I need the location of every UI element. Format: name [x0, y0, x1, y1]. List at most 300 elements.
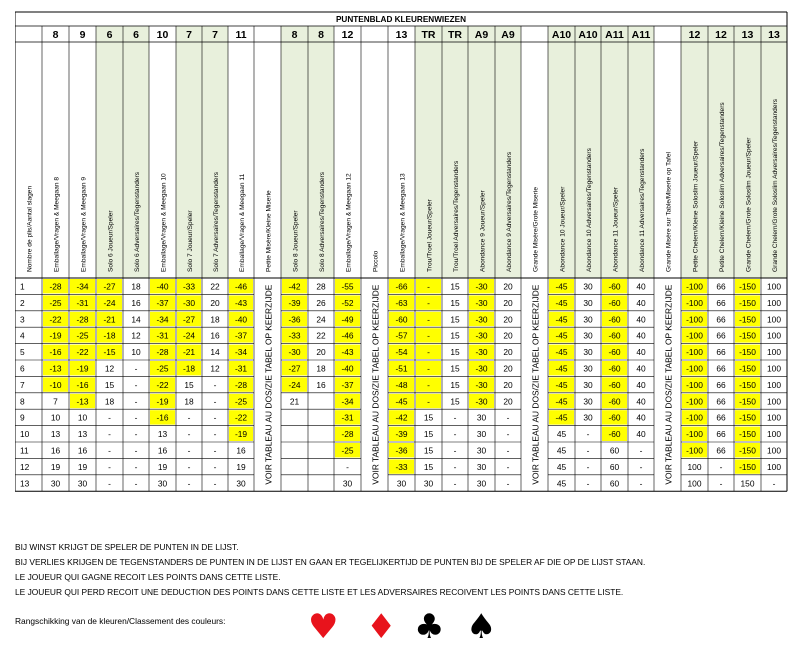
- table-cell: 66: [716, 429, 726, 440]
- table-cell: -37: [341, 379, 354, 390]
- table-cell: 40: [636, 396, 646, 407]
- table-cell: 66: [716, 314, 726, 325]
- table-cell: -: [108, 429, 111, 440]
- column-label: Petite Misère/Kleine Miserie: [265, 190, 273, 272]
- table-cell: -45: [395, 396, 408, 407]
- column-label: Emballage/Vragen & Meegaan 9: [80, 176, 88, 272]
- table-cell: 100: [767, 281, 781, 292]
- table-cell: -: [427, 281, 430, 292]
- table-cell: -30: [475, 297, 488, 308]
- table-cell: 66: [716, 379, 726, 390]
- table-cell: 15: [104, 379, 115, 390]
- table-cell: -: [213, 445, 217, 456]
- table-cell: 100: [767, 363, 781, 374]
- table-cell: 45: [556, 445, 567, 456]
- table-cell: -42: [288, 281, 301, 292]
- table-cell: -: [108, 478, 111, 489]
- table-cell: 19: [157, 461, 168, 472]
- table-cell: -60: [608, 330, 621, 341]
- table-cell: -: [134, 445, 138, 456]
- table-cell: 5: [20, 347, 25, 358]
- table-cell: 13: [157, 429, 168, 440]
- table-cell: -: [187, 461, 191, 472]
- column-label: Abondance 9 Adversaires/Tegenstanders: [506, 151, 513, 272]
- table-cell: 20: [503, 379, 513, 390]
- table-cell: -27: [103, 281, 116, 292]
- table-cell: -40: [234, 314, 248, 325]
- column-label: Emballage/Vragen & Meegaan 11: [239, 173, 246, 272]
- table-cell: -60: [608, 281, 621, 292]
- column-label: Solo 8 Adversaires/Tegenstanders: [319, 171, 326, 272]
- table-cell: -51: [395, 363, 408, 374]
- table-cell: -28: [341, 429, 354, 440]
- table-cell: 66: [716, 330, 726, 341]
- column-number: 13: [741, 29, 754, 41]
- table-cell: 40: [636, 314, 646, 325]
- column-number: 7: [186, 29, 192, 41]
- suit-ranking-label: Rangschikking van de kleuren/Classement des couleurs:: [15, 616, 226, 626]
- table-cell: 14: [210, 347, 220, 358]
- table-cell: -60: [608, 396, 621, 407]
- table-cell: -: [187, 478, 191, 489]
- table-cell: 100: [767, 396, 781, 407]
- see-back-note: VOIR TABLEAU AU DOS/ZIE TABEL OP KEERZIJDE: [370, 284, 381, 485]
- table-cell: -36: [395, 445, 408, 456]
- table-cell: -: [772, 478, 776, 489]
- table-cell: -: [134, 363, 138, 374]
- column-number: A11: [605, 29, 624, 41]
- table-cell: 45: [556, 478, 567, 489]
- table-cell: -: [506, 412, 510, 423]
- table-cell: 11: [20, 445, 29, 456]
- table-cell: 40: [636, 363, 646, 374]
- table-cell: 100: [767, 314, 781, 325]
- column-label: Grande Chelem/Grote Soloslim Adversaires/Tegenstanders: [772, 99, 779, 272]
- table-cell: -28: [156, 347, 169, 358]
- table-cell: 14: [131, 314, 141, 325]
- table-cell: 20: [503, 314, 513, 325]
- table-cell: -49: [341, 314, 354, 325]
- table-cell: 60: [609, 461, 620, 472]
- table-cell: -150: [739, 396, 756, 407]
- table-cell: -100: [686, 363, 703, 374]
- table-cell: -28: [76, 314, 89, 325]
- score-table: [15, 10, 795, 530]
- table-cell: 40: [636, 379, 646, 390]
- table-cell: -33: [288, 330, 301, 341]
- column-label: Piccolo: [372, 250, 380, 272]
- table-cell: 20: [503, 396, 513, 407]
- table-cell: -22: [49, 314, 62, 325]
- table-cell: -45: [555, 412, 568, 423]
- table-cell: 30: [583, 297, 593, 308]
- table-cell: -60: [608, 297, 621, 308]
- table-cell: 15: [423, 461, 434, 472]
- table-cell: -: [187, 412, 191, 423]
- table-cell: -13: [76, 396, 89, 407]
- table-cell: -150: [739, 297, 756, 308]
- table-cell: -: [453, 412, 457, 423]
- table-cell: 20: [210, 297, 220, 308]
- column-number: 6: [106, 29, 113, 41]
- table-cell: -150: [739, 429, 756, 440]
- table-cell: -100: [686, 396, 703, 407]
- column-label: Emballage/Vragen & Meegaan 8: [53, 176, 61, 272]
- table-cell: 1: [20, 281, 25, 292]
- table-cell: -: [187, 445, 191, 456]
- table-cell: 22: [210, 281, 220, 292]
- see-back-note: VOIR TABLEAU AU DOS/ZIE TABEL OP KEERZIJDE: [530, 284, 541, 485]
- table-cell: 66: [716, 347, 726, 358]
- rules-notes: [15, 540, 645, 600]
- table-cell: 45: [556, 461, 567, 472]
- table-cell: -100: [686, 314, 703, 325]
- table-cell: -45: [555, 379, 568, 390]
- table-cell: -: [134, 461, 138, 472]
- table-cell: 15: [450, 379, 460, 390]
- table-cell: 150: [740, 478, 755, 489]
- table-cell: -: [346, 461, 349, 472]
- table-cell: -150: [739, 330, 756, 341]
- table-cell: -34: [234, 347, 248, 358]
- table-cell: 20: [503, 297, 513, 308]
- table-cell: -150: [739, 445, 756, 456]
- table-cell: 15: [450, 363, 460, 374]
- table-cell: -: [719, 478, 723, 489]
- table-cell: -30: [182, 297, 196, 308]
- column-number: 8: [318, 29, 324, 41]
- table-cell: -: [108, 461, 111, 472]
- table-cell: -66: [395, 281, 408, 292]
- table-cell: -57: [395, 330, 408, 341]
- table-cell: 30: [476, 412, 487, 423]
- column-label: Solo 6 Joueur/Speler: [107, 210, 115, 272]
- table-cell: 16: [236, 445, 246, 456]
- table-cell: 15: [423, 412, 434, 423]
- column-number: 9: [79, 29, 86, 41]
- table-cell: 10: [50, 412, 61, 423]
- table-cell: -19: [76, 363, 89, 374]
- table-cell: -150: [739, 363, 756, 374]
- column-label: Solo 8 Joueur/Speler: [292, 210, 300, 272]
- table-cell: -31: [234, 363, 248, 374]
- table-cell: 16: [131, 297, 141, 308]
- table-cell: 19: [50, 461, 61, 472]
- table-cell: -36: [288, 314, 301, 325]
- table-cell: -60: [608, 429, 621, 440]
- table-cell: -46: [341, 330, 354, 341]
- table-cell: -25: [156, 363, 169, 374]
- column-number: A11: [631, 29, 651, 41]
- table-cell: -39: [395, 429, 408, 440]
- see-back-note: VOIR TABLEAU AU DOS/ZIE TABEL OP KEERZIJDE: [663, 284, 674, 485]
- table-cell: 12: [131, 330, 141, 341]
- table-cell: 10: [77, 412, 88, 423]
- note-line-2: BIJ VERLIES KRIJGEN DE TEGENSTANDERS DE PUNTEN IN DE LIJST EN GAAN ER TEGELIJKERTIJD DE PUNTEN BIJ DE SPELER AF DIE OP DE LIJST STAAN.: [15, 557, 646, 567]
- column-number: A9: [501, 29, 515, 41]
- table-cell: -60: [608, 363, 621, 374]
- table-cell: -40: [341, 363, 354, 374]
- table-cell: 16: [77, 445, 88, 456]
- table-cell: -: [213, 429, 217, 440]
- table-cell: -: [134, 478, 138, 489]
- table-cell: 16: [50, 445, 61, 456]
- table-cell: -46: [234, 281, 248, 292]
- table-cell: 45: [556, 429, 567, 440]
- table-cell: -150: [739, 347, 756, 358]
- table-cell: -25: [76, 330, 89, 341]
- table-cell: -19: [234, 429, 248, 440]
- table-cell: 18: [104, 396, 115, 407]
- table-cell: -30: [475, 314, 488, 325]
- table-cell: 15: [184, 379, 194, 390]
- table-cell: 30: [77, 478, 88, 489]
- table-cell: -19: [49, 330, 62, 341]
- table-cell: -: [213, 396, 217, 407]
- sheet-title: PUNTENBLAD KLEURENWIEZEN: [335, 15, 467, 24]
- table-cell: -60: [608, 314, 621, 325]
- table-cell: -150: [739, 281, 756, 292]
- table-cell: -33: [395, 461, 408, 472]
- table-cell: -60: [608, 379, 621, 390]
- table-cell: 66: [716, 445, 726, 456]
- table-cell: 13: [50, 429, 61, 440]
- table-cell: -: [506, 445, 510, 456]
- table-cell: -15: [103, 347, 116, 358]
- column-number: 8: [291, 29, 298, 41]
- table-cell: -: [134, 379, 138, 390]
- table-cell: 18: [131, 281, 141, 292]
- column-number: 13: [768, 29, 780, 41]
- table-cell: -54: [395, 347, 408, 358]
- table-cell: -100: [686, 379, 703, 390]
- table-cell: -27: [288, 363, 301, 374]
- table-cell: -16: [76, 379, 89, 390]
- spade-icon: ♠: [466, 607, 497, 647]
- table-cell: 30: [583, 281, 593, 292]
- column-number: A10: [551, 29, 572, 41]
- table-cell: -: [134, 412, 138, 423]
- table-cell: -28: [234, 379, 248, 390]
- table-cell: 30: [583, 379, 593, 390]
- table-cell: -150: [739, 314, 756, 325]
- table-cell: -: [586, 461, 590, 472]
- table-cell: 30: [583, 347, 593, 358]
- table-cell: -150: [739, 412, 756, 423]
- column-label: Grande Misère/Grote Miserie: [532, 186, 540, 272]
- table-cell: 100: [767, 347, 781, 358]
- table-cell: -100: [686, 347, 703, 358]
- club-icon: ♣: [414, 607, 445, 647]
- table-cell: 7: [20, 379, 25, 390]
- table-cell: 10: [131, 347, 141, 358]
- table-cell: -22: [156, 379, 169, 390]
- table-cell: -48: [395, 379, 408, 390]
- score-sheet: [15, 10, 795, 530]
- table-cell: 30: [423, 478, 434, 489]
- table-cell: 60: [609, 478, 620, 489]
- table-cell: 12: [104, 363, 115, 374]
- table-cell: 30: [476, 445, 487, 456]
- column-label: Abondance 11 Adversaires/Tegenstanders: [639, 148, 646, 272]
- table-cell: 15: [450, 330, 460, 341]
- table-cell: 9: [20, 412, 25, 423]
- note-line-3: LE JOUEUR QUI GAGNE RECOIT LES POINTS DANS CETTE LISTE.: [15, 572, 281, 582]
- table-cell: -30: [475, 330, 488, 341]
- diamond-icon: ♦: [366, 607, 397, 647]
- table-cell: 66: [716, 396, 726, 407]
- table-cell: 13: [20, 478, 30, 489]
- table-cell: 18: [184, 396, 194, 407]
- table-cell: 40: [636, 330, 646, 341]
- table-cell: -: [427, 297, 430, 308]
- table-cell: -18: [182, 363, 196, 374]
- table-cell: -30: [475, 347, 488, 358]
- table-cell: -: [213, 379, 217, 390]
- table-cell: -24: [288, 379, 301, 390]
- table-cell: -: [639, 461, 643, 472]
- column-label: Petite Chelem/Kleine Soloslim Joueur/Speler: [692, 140, 700, 272]
- table-cell: 2: [20, 297, 25, 308]
- table-cell: 30: [583, 363, 593, 374]
- table-cell: -: [586, 478, 590, 489]
- table-cell: 28: [316, 281, 326, 292]
- table-cell: -24: [182, 330, 196, 341]
- table-cell: -100: [686, 281, 703, 292]
- column-number: TR: [448, 29, 462, 41]
- column-label: Abondance 11 Joueur/Speler: [612, 187, 620, 272]
- table-cell: -150: [739, 379, 756, 390]
- table-cell: 4: [20, 330, 25, 341]
- table-cell: -60: [608, 412, 621, 423]
- table-cell: 15: [450, 396, 460, 407]
- table-cell: 40: [636, 281, 646, 292]
- table-cell: -150: [739, 461, 756, 472]
- table-cell: 12: [20, 461, 30, 472]
- table-cell: 30: [476, 461, 487, 472]
- column-label: Trou/Troel Adversaires/Tegenstanders: [453, 160, 460, 272]
- table-cell: -: [213, 478, 217, 489]
- table-cell: 100: [767, 297, 781, 308]
- table-cell: -45: [555, 297, 568, 308]
- table-cell: 100: [767, 429, 781, 440]
- column-label: Solo 7 Adversaires/Tegenstanders: [213, 171, 220, 272]
- table-cell: -34: [341, 396, 354, 407]
- column-label: Abondance 10 Adversaires/Tegenstanders: [586, 148, 593, 272]
- table-cell: -63: [395, 297, 408, 308]
- table-cell: -18: [103, 330, 116, 341]
- column-label: Grande Misère sur Table/Miserie op Tafel: [665, 152, 673, 272]
- table-cell: 15: [423, 429, 434, 440]
- table-cell: 18: [316, 363, 326, 374]
- table-cell: -: [427, 379, 430, 390]
- column-number: TR: [421, 29, 436, 41]
- table-cell: 16: [157, 445, 168, 456]
- table-cell: -100: [686, 330, 703, 341]
- table-cell: 30: [583, 412, 593, 423]
- table-cell: -25: [341, 445, 354, 456]
- table-cell: -22: [76, 347, 89, 358]
- table-cell: -: [427, 396, 430, 407]
- column-label: Emballage/Vragen & Meegaan 10: [160, 173, 168, 272]
- table-cell: 30: [583, 396, 593, 407]
- table-cell: -100: [686, 412, 703, 423]
- table-cell: 22: [316, 330, 326, 341]
- table-cell: 20: [316, 347, 326, 358]
- table-cell: -: [427, 347, 430, 358]
- column-number: A9: [474, 29, 489, 41]
- table-cell: 15: [450, 347, 460, 358]
- column-number: 12: [688, 29, 701, 41]
- table-cell: -45: [555, 281, 568, 292]
- table-cell: 19: [77, 461, 88, 472]
- table-cell: -22: [234, 412, 248, 423]
- table-cell: 30: [476, 429, 487, 440]
- table-cell: 20: [503, 330, 513, 341]
- see-back-note: VOIR TABLEAU AU DOS/ZIE TABEL OP KEERZIJDE: [263, 284, 274, 485]
- table-cell: -45: [555, 347, 568, 358]
- table-cell: -19: [156, 396, 169, 407]
- table-cell: 30: [157, 478, 168, 489]
- table-cell: -60: [608, 347, 621, 358]
- table-cell: -45: [555, 314, 568, 325]
- table-cell: -31: [76, 297, 89, 308]
- column-number: 13: [395, 29, 408, 41]
- column-label: Nombre de plis/Aantal slagen: [26, 185, 34, 272]
- table-cell: -28: [49, 281, 62, 292]
- table-cell: -: [719, 461, 723, 472]
- table-cell: 66: [716, 297, 726, 308]
- table-cell: -34: [76, 281, 89, 292]
- column-label: Abondance 9 Joueur/Speler: [479, 190, 487, 272]
- table-cell: 66: [716, 281, 726, 292]
- table-cell: 19: [236, 461, 246, 472]
- table-cell: -: [506, 429, 510, 440]
- column-number: 6: [133, 29, 139, 41]
- table-cell: 30: [50, 478, 61, 489]
- table-cell: 7: [53, 396, 58, 407]
- table-cell: -43: [234, 297, 248, 308]
- table-cell: 21: [289, 396, 300, 407]
- table-cell: -: [187, 429, 191, 440]
- table-cell: -: [506, 461, 510, 472]
- table-cell: 100: [767, 445, 781, 456]
- table-cell: 10: [20, 429, 30, 440]
- table-cell: -: [108, 412, 111, 423]
- table-cell: -: [639, 478, 643, 489]
- table-cell: -34: [156, 314, 169, 325]
- table-cell: -21: [182, 347, 196, 358]
- table-cell: -40: [156, 281, 169, 292]
- table-cell: -55: [341, 281, 354, 292]
- table-cell: -: [453, 478, 457, 489]
- table-cell: -: [586, 445, 590, 456]
- table-cell: -21: [103, 314, 116, 325]
- table-cell: -100: [686, 429, 703, 440]
- table-cell: -52: [341, 297, 354, 308]
- table-cell: -: [453, 429, 457, 440]
- table-cell: -31: [341, 412, 354, 423]
- table-cell: -30: [475, 396, 488, 407]
- table-cell: 24: [316, 314, 326, 325]
- table-cell: 30: [236, 478, 246, 489]
- note-line-1: BIJ WINST KRIJGT DE SPELER DE PUNTEN IN DE LIJST.: [15, 542, 239, 552]
- column-number: 12: [715, 29, 727, 41]
- table-cell: -: [453, 461, 457, 472]
- note-line-4: LE JOUEUR QUI PERD RECOIT UNE DEDUCTION DES POINTS DANS CETTE LISTE ET LES ADVERSAIRES RECOIVENT LES POINTS DANS CETTE LISTE.: [15, 587, 624, 597]
- column-number: 12: [341, 29, 354, 41]
- table-cell: 15: [423, 445, 434, 456]
